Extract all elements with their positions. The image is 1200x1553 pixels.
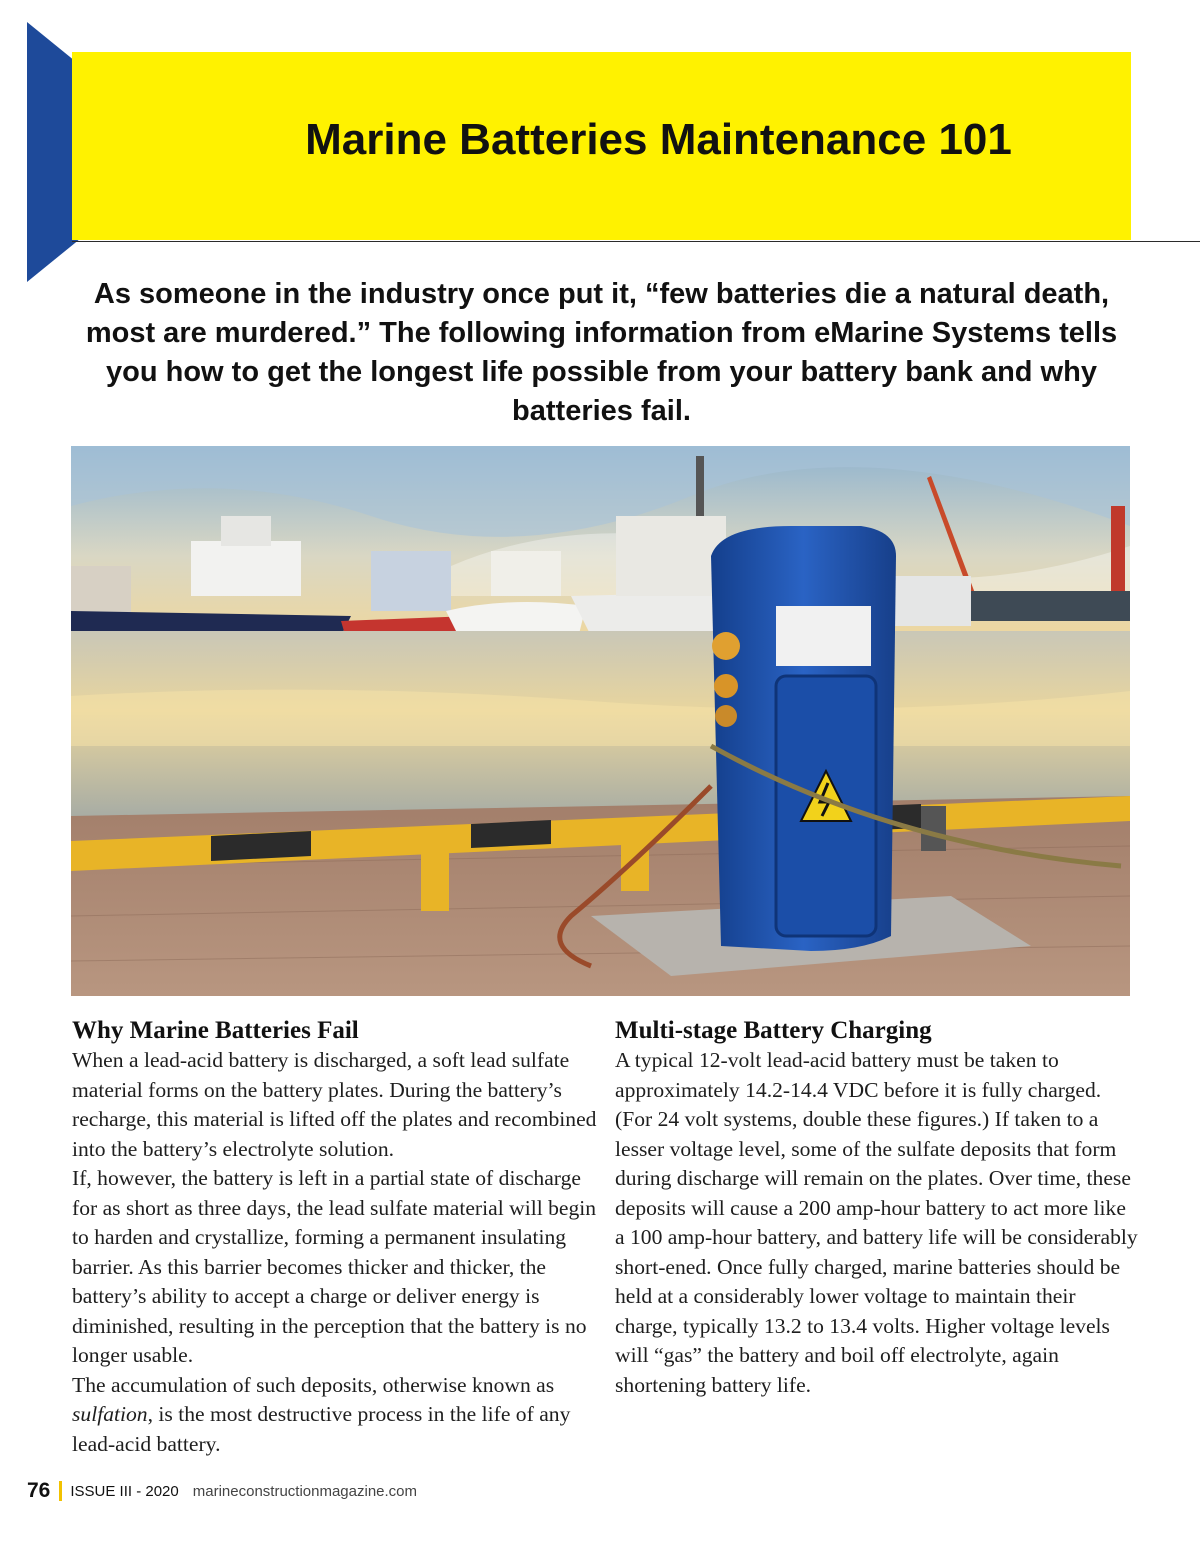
sulfation-term: sulfation xyxy=(72,1402,148,1426)
banner-rule xyxy=(72,241,1200,242)
section-heading-multi-stage-charging: Multi-stage Battery Charging xyxy=(615,1017,932,1044)
left-paragraph-3: The accumulation of such deposits, otherwise known as sulfation, is the most destructive process in the life of any lead-acid battery. xyxy=(72,1372,571,1456)
left-paragraph-1: When a lead-acid battery is discharged, a soft lead sulfate material forms on the battery plates. During the battery’s recharge, this material is lifted off the plates and recombined into the battery’s electrolyte solution. xyxy=(72,1048,597,1161)
issue-label: ISSUE III - 2020 xyxy=(70,1482,179,1500)
page-title: Marine Batteries Maintenance 101 xyxy=(305,115,1012,164)
left-column xyxy=(72,1016,597,1459)
section-heading-why-batteries-fail: Why Marine Batteries Fail xyxy=(72,1017,359,1044)
marina-power-pedestal-photo xyxy=(71,446,1130,996)
footer-separator xyxy=(59,1481,62,1501)
page-number: 76 xyxy=(27,1479,51,1502)
website-url: marineconstructionmagazine.com xyxy=(192,1482,418,1500)
intro-paragraph: As someone in the industry once put it, “few batteries die a natural death, most are murdered.” The following information from eMarine Systems tells you how to get the longest life possible from your battery bank and why batteries fail. xyxy=(85,278,1118,427)
right-column xyxy=(615,1016,1140,1400)
left-paragraph-2: If, however, the battery is left in a partial state of discharge for as short as three days, the lead sulfate material will begin to harden and crystallize, forming a permanent insulating barrier. As this barrier becomes thicker and thicker, the battery’s ability to accept a charge or deliver energy is diminished, resulting in the perception that the battery is no longer usable. xyxy=(72,1166,597,1367)
page-footer xyxy=(27,1478,417,1504)
right-paragraph-1: A typical 12-volt lead-acid battery must be taken to approximately 14.2-14.4 VDC before it is fully charged. (For 24 volt systems, double these figures.) If taken to a lesser voltage level, some of the sulfate deposits that form during discharge will remain on the plates. Over time, these deposits will cause a 200 amp-hour battery to act more like a 100 amp-hour battery, and battery life will be considerably short-ened. Once fully charged, marine batteries should be held at a considerably lower voltage to maintain their charge, typically 13.2 to 13.4 volts. Higher voltage levels will “gas” the battery and boil off electrolyte, again shortening battery life. xyxy=(615,1048,1138,1397)
